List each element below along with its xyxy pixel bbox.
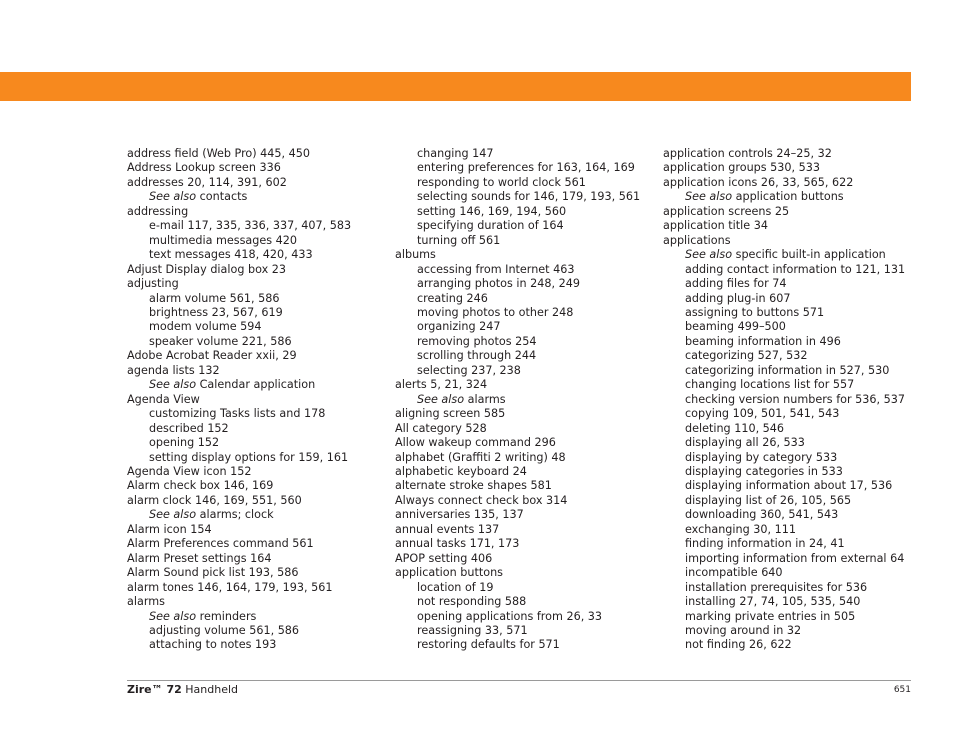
index-entry: [663, 378, 905, 392]
index-entry: [395, 335, 640, 349]
index-entry: [127, 176, 351, 190]
index-entry-text: Always connect check box 314: [395, 493, 568, 507]
index-entry-text: application title 34: [663, 219, 768, 233]
index-entry-text: scrolling through 244: [417, 349, 537, 363]
index-entry-text: reminders: [199, 609, 257, 623]
index-entry: [127, 479, 351, 493]
index-entry: [395, 147, 640, 161]
index-entry: [395, 436, 640, 450]
index-entry-text: changing locations list for 557: [685, 378, 855, 392]
index-entry: [663, 219, 905, 233]
index-entry-text: selecting sounds for 146, 179, 193, 561: [417, 190, 641, 204]
index-entry-text: modem volume 594: [149, 320, 262, 334]
index-entry-text: categorizing information in 527, 530: [685, 363, 890, 377]
index-entry: [663, 552, 905, 566]
index-entry: [395, 234, 640, 248]
index-entry: [663, 508, 905, 522]
index-entry-text: alarm volume 561, 586: [149, 291, 280, 305]
see-also-label: See also: [149, 609, 197, 623]
index-entry-text: downloading 360, 541, 543: [685, 508, 839, 522]
index-entry-text: setting display options for 159, 161: [149, 450, 349, 464]
index-entry-text: installing 27, 74, 105, 535, 540: [685, 595, 861, 609]
index-entry: [127, 610, 351, 624]
index-entry: [127, 378, 351, 392]
index-entry: [395, 508, 640, 522]
index-entry-text: copying 109, 501, 541, 543: [685, 407, 840, 421]
index-entry-text: applications: [663, 233, 731, 247]
index-entry-text: Alarm icon 154: [127, 522, 212, 536]
index-entry-text: brightness 23, 567, 619: [149, 305, 283, 319]
index-entry-text: alarms: [467, 392, 506, 406]
index-entry: [395, 451, 640, 465]
index-entry-text: alphabet (Graffiti 2 writing) 48: [395, 450, 566, 464]
index-entry-text: Alarm Sound pick list 193, 586: [127, 566, 299, 580]
index-entry-text: albums: [395, 248, 436, 262]
index-entry-text: application groups 530, 533: [663, 161, 820, 175]
index-entry: [127, 248, 351, 262]
see-also-label: See also: [417, 392, 465, 406]
index-entry: [127, 190, 351, 204]
index-entry-text: deleting 110, 546: [685, 421, 785, 435]
index-entry: [663, 479, 905, 493]
index-entry-text: Agenda View icon 152: [127, 464, 252, 478]
index-entry: [395, 349, 640, 363]
index-entry-text: adding plug-in 607: [685, 291, 791, 305]
index-entry-text: annual events 137: [395, 522, 500, 536]
index-entry: [663, 610, 905, 624]
index-entry: [663, 422, 905, 436]
index-entry: [127, 537, 351, 551]
index-entry: [663, 494, 905, 508]
index-entry-text: finding information in 24, 41: [685, 537, 845, 551]
index-entry: [127, 422, 351, 436]
index-entry: [395, 306, 640, 320]
index-entry: [127, 161, 351, 175]
index-entry-text: agenda lists 132: [127, 363, 220, 377]
index-entry-text: marking private entries in 505: [685, 609, 856, 623]
index-entry: [395, 595, 640, 609]
index-entry-text: not responding 588: [417, 595, 527, 609]
index-column-1: [127, 147, 351, 653]
index-entry: [395, 624, 640, 638]
index-entry: [395, 190, 640, 204]
index-entry-text: moving photos to other 248: [417, 305, 574, 319]
index-entry: [395, 610, 640, 624]
index-entry-text: not finding 26, 622: [685, 638, 792, 652]
index-entry: [127, 219, 351, 233]
index-entry-text: addressing: [127, 204, 189, 218]
index-entry: [663, 263, 905, 277]
see-also-label: See also: [149, 190, 197, 204]
see-also-label: See also: [149, 378, 197, 392]
index-entry: [663, 537, 905, 551]
index-entry-text: Alarm Preferences command 561: [127, 537, 314, 551]
index-entry: [395, 523, 640, 537]
index-entry: [127, 205, 351, 219]
index-entry-text: setting 146, 169, 194, 560: [417, 204, 567, 218]
index-entry: [663, 147, 905, 161]
index-entry-text: adjusting: [127, 277, 179, 291]
index-entry: [395, 581, 640, 595]
index-entry: [127, 566, 351, 580]
index-entry: [663, 248, 905, 262]
index-entry: [127, 349, 351, 363]
index-entry-text: text messages 418, 420, 433: [149, 248, 313, 262]
index-entry-text: turning off 561: [417, 233, 501, 247]
index-entry-text: beaming 499–500: [685, 320, 786, 334]
index-entry: [127, 436, 351, 450]
index-entry-text: alerts 5, 21, 324: [395, 378, 488, 392]
index-entry: [663, 624, 905, 638]
index-entry: [127, 523, 351, 537]
index-entry-text: adjusting volume 561, 586: [149, 623, 300, 637]
index-entry-text: opening applications from 26, 33: [417, 609, 603, 623]
index-entry: [127, 234, 351, 248]
index-column-3: [663, 147, 905, 653]
index-entry-text: Adjust Display dialog box 23: [127, 262, 287, 276]
index-entry-text: removing photos 254: [417, 334, 537, 348]
index-entry-text: speaker volume 221, 586: [149, 334, 292, 348]
index-entry: [127, 552, 351, 566]
index-entry-text: described 152: [149, 421, 229, 435]
index-entry-text: checking version numbers for 536, 537: [685, 392, 905, 406]
index-entry-text: specific built-in application: [735, 248, 886, 262]
index-entry: [127, 263, 351, 277]
index-entry-text: address field (Web Pro) 445, 450: [127, 147, 311, 160]
index-entry-text: importing information from external 64: [685, 551, 905, 565]
index-entry: [395, 552, 640, 566]
index-entry: [663, 407, 905, 421]
index-entry: [663, 465, 905, 479]
index-entry: [395, 364, 640, 378]
index-entry-text: APOP setting 406: [395, 551, 493, 565]
index-entry-text: beaming information in 496: [685, 334, 841, 348]
see-also-label: See also: [685, 190, 733, 204]
index-entry: [127, 407, 351, 421]
index-entry-text: displaying list of 26, 105, 565: [685, 493, 852, 507]
index-entry-text: Adobe Acrobat Reader xxii, 29: [127, 349, 297, 363]
index-entry: [127, 624, 351, 638]
index-entry-text: application buttons: [735, 190, 844, 204]
index-entry: [127, 292, 351, 306]
index-entry-text: alarms; clock: [199, 508, 274, 522]
footer-product: Handheld: [185, 683, 239, 696]
index-entry: [663, 451, 905, 465]
index-entry-text: exchanging 30, 111: [685, 522, 796, 536]
index-entry: [395, 378, 640, 392]
index-entry: [395, 537, 640, 551]
index-entry-text: Agenda View: [127, 392, 200, 406]
index-entry-text: Allow wakeup command 296: [395, 436, 556, 450]
index-entry-text: annual tasks 171, 173: [395, 537, 520, 551]
index-entry-text: location of 19: [417, 580, 494, 594]
index-entry-text: Alarm Preset settings 164: [127, 551, 272, 565]
index-entry-text: Address Lookup screen 336: [127, 161, 281, 175]
index-entry-text: customizing Tasks lists and 178: [149, 407, 326, 421]
index-entry-text: displaying information about 17, 536: [685, 479, 893, 493]
index-entry-text: application buttons: [395, 566, 503, 580]
index-entry: [395, 465, 640, 479]
index-entry-text: moving around in 32: [685, 623, 802, 637]
index-entry-text: responding to world clock 561: [417, 175, 586, 189]
index-entry: [663, 292, 905, 306]
page-number: 651: [893, 685, 911, 695]
index-entry: [663, 364, 905, 378]
index-entry: [127, 320, 351, 334]
index-entry: [127, 364, 351, 378]
see-also-label: See also: [149, 508, 197, 522]
index-entry: [395, 161, 640, 175]
index-entry-text: adding contact information to 121, 131: [685, 262, 906, 276]
index-entry-text: organizing 247: [417, 320, 501, 334]
index-entry-text: restoring defaults for 571: [417, 638, 560, 652]
index-entry: [663, 277, 905, 291]
index-entry-text: alarms: [127, 595, 165, 609]
index-entry-text: alphabetic keyboard 24: [395, 464, 527, 478]
index-entry: [395, 422, 640, 436]
index-entry-text: reassigning 33, 571: [417, 623, 528, 637]
index-entry: [395, 566, 640, 580]
index-entry: [127, 581, 351, 595]
index-entry: [663, 638, 905, 652]
index-entry: [127, 638, 351, 652]
index-entry-text: specifying duration of 164: [417, 219, 564, 233]
index-entry-text: displaying all 26, 533: [685, 436, 805, 450]
index-entry: [127, 277, 351, 291]
index-entry-text: alternate stroke shapes 581: [395, 479, 552, 493]
header-bar: [0, 72, 911, 101]
index-entry: [395, 479, 640, 493]
index-entry: [663, 205, 905, 219]
index-entry: [663, 176, 905, 190]
index-entry: [663, 595, 905, 609]
index-entry: [663, 161, 905, 175]
index-entry: [127, 335, 351, 349]
index-entry-text: multimedia messages 420: [149, 233, 298, 247]
index-entry: [395, 176, 640, 190]
index-entry-text: displaying categories in 533: [685, 464, 843, 478]
index-entry-text: changing 147: [417, 147, 494, 160]
index-entry: [663, 581, 905, 595]
see-also-label: See also: [685, 248, 733, 262]
index-column-2: [395, 147, 640, 653]
index-entry: [127, 306, 351, 320]
index-entry-text: All category 528: [395, 421, 487, 435]
index-entry-text: creating 246: [417, 291, 488, 305]
index-entry-text: adding files for 74: [685, 277, 787, 291]
index-entry-text: displaying by category 533: [685, 450, 838, 464]
index-entry: [395, 292, 640, 306]
index-entry: [663, 234, 905, 248]
index-entry: [395, 263, 640, 277]
index-entry: [663, 436, 905, 450]
index-entry-text: application screens 25: [663, 204, 790, 218]
index-entry: [395, 320, 640, 334]
index-entry: [395, 248, 640, 262]
index-entry-text: application controls 24–25, 32: [663, 147, 832, 160]
index-entry: [395, 494, 640, 508]
index-entry-text: addresses 20, 114, 391, 602: [127, 175, 287, 189]
index-entry: [663, 190, 905, 204]
index-entry-text: assigning to buttons 571: [685, 305, 825, 319]
index-entry-text: application icons 26, 33, 565, 622: [663, 175, 854, 189]
index-entry: [395, 638, 640, 652]
index-entry-text: aligning screen 585: [395, 407, 506, 421]
index-entry-text: alarm tones 146, 164, 179, 193, 561: [127, 580, 333, 594]
index-entry: [127, 595, 351, 609]
index-entry: [127, 465, 351, 479]
index-entry: [395, 277, 640, 291]
index-entry: [395, 219, 640, 233]
index-entry: [395, 393, 640, 407]
footer-divider: [127, 680, 911, 681]
index-entry-text: e-mail 117, 335, 336, 337, 407, 583: [149, 219, 352, 233]
index-entry: [127, 508, 351, 522]
index-entry-text: arranging photos in 248, 249: [417, 277, 580, 291]
index-entry-text: anniversaries 135, 137: [395, 508, 524, 522]
index-entry-text: contacts: [199, 190, 248, 204]
footer-brand: Zire™ 72: [127, 683, 182, 696]
index-entry: [663, 335, 905, 349]
index-entry: [127, 451, 351, 465]
index-entry-text: selecting 237, 238: [417, 363, 521, 377]
index-entry-text: installation prerequisites for 536: [685, 580, 868, 594]
index-entry: [663, 566, 905, 580]
footer-title: [127, 683, 238, 696]
index-entry: [127, 393, 351, 407]
index-entry: [663, 393, 905, 407]
index-entry-text: attaching to notes 193: [149, 638, 277, 652]
index-entry-text: incompatible 640: [685, 566, 783, 580]
index-entry: [395, 407, 640, 421]
index-entry: [663, 349, 905, 363]
index-entry: [663, 306, 905, 320]
index-entry-text: Calendar application: [199, 378, 316, 392]
index-entry-text: entering preferences for 163, 164, 169: [417, 161, 635, 175]
index-entry-text: categorizing 527, 532: [685, 349, 808, 363]
index-entry: [127, 147, 351, 161]
index-entry-text: alarm clock 146, 169, 551, 560: [127, 493, 302, 507]
index-entry: [663, 523, 905, 537]
index-entry: [127, 494, 351, 508]
index-entry: [395, 205, 640, 219]
index-entry-text: opening 152: [149, 436, 220, 450]
index-entry-text: accessing from Internet 463: [417, 262, 575, 276]
index-entry-text: Alarm check box 146, 169: [127, 479, 274, 493]
index-entry: [663, 320, 905, 334]
